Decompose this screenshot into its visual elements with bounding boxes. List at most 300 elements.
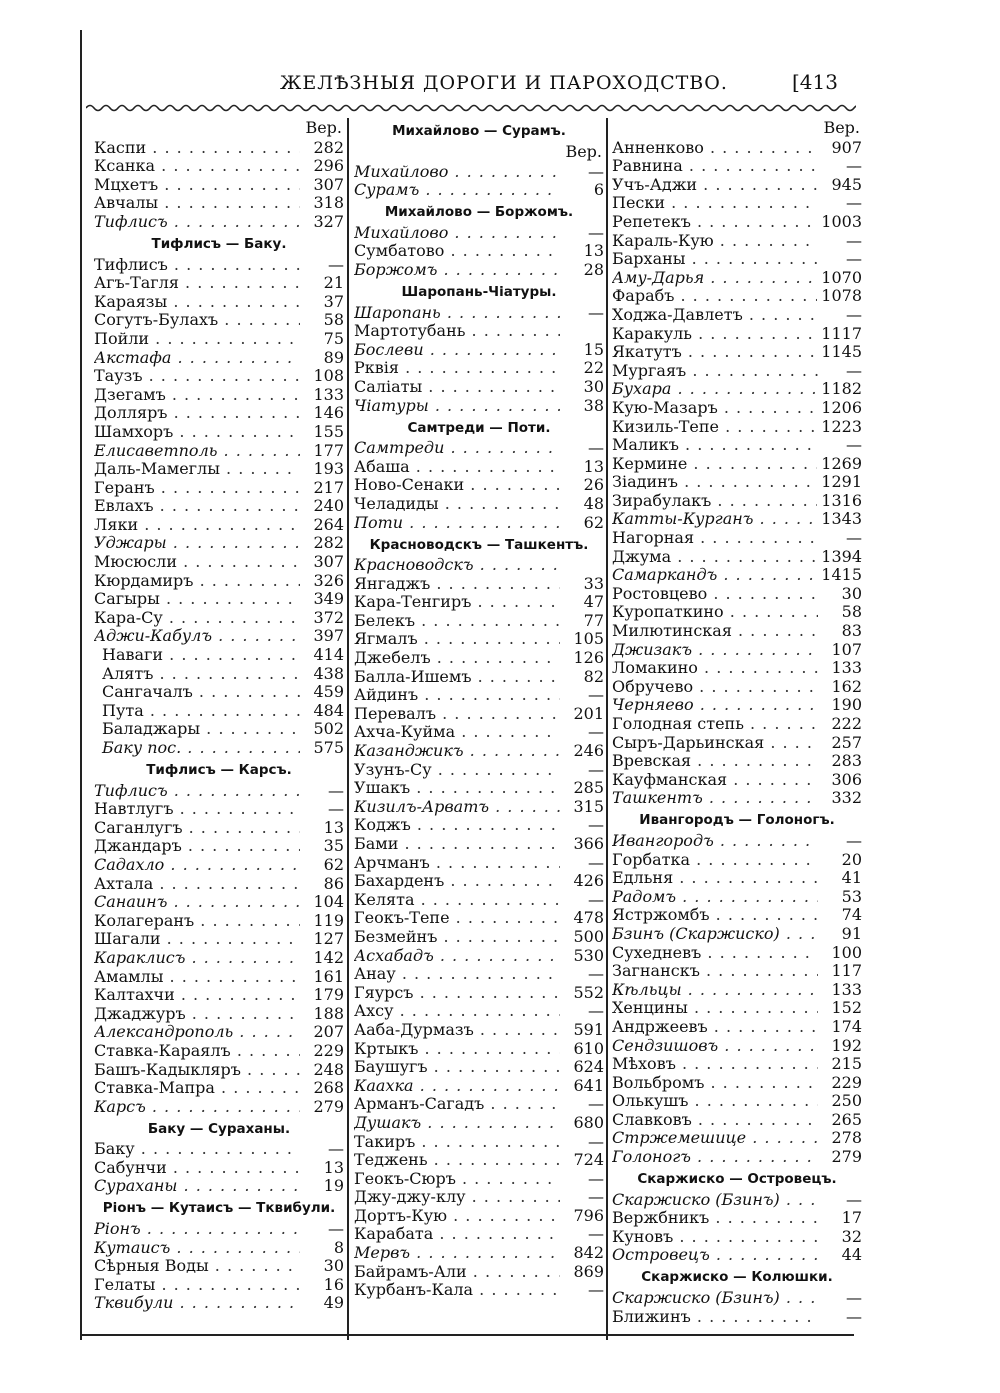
station-row [612, 231, 862, 250]
station-name: Аму-Дарья . . . [612, 269, 817, 287]
station-name: Бзинъ (Скаржиско) . . . [612, 925, 818, 943]
station-row [354, 476, 604, 495]
station-distance: 21 [323, 273, 344, 293]
station-name: Перевалъ . . . [354, 705, 560, 723]
station-distance: 207 [313, 1022, 344, 1042]
station-name: Теджень . . . [354, 1151, 560, 1169]
station-row [94, 552, 344, 571]
station-distance: — [328, 799, 344, 819]
station-name: Катты-Курганъ . . . [612, 510, 817, 528]
station-row [354, 1243, 604, 1262]
station-row [612, 417, 862, 436]
station-row [94, 157, 344, 176]
station-row [612, 361, 862, 380]
station-row [612, 1092, 862, 1111]
station-row [94, 367, 344, 386]
station-distance: 33 [583, 573, 604, 593]
wavy-divider [86, 102, 856, 114]
station-row [94, 1041, 344, 1060]
station-distance: 907 [831, 137, 862, 157]
station-name: Дортъ-Кую . . . [354, 1207, 560, 1225]
station-row [612, 980, 862, 999]
station-name: Алятъ . . . [94, 665, 300, 683]
station-row [612, 677, 862, 696]
station-distance: 500 [573, 926, 604, 946]
station-distance: 162 [831, 676, 862, 696]
station-row [354, 890, 604, 909]
station-row [354, 377, 604, 396]
station-name: Калтахчи . . . [94, 986, 300, 1004]
station-distance: 152 [831, 998, 862, 1018]
station-row [612, 268, 862, 287]
station-distance: 201 [573, 703, 604, 723]
station-row [94, 212, 344, 231]
station-distance: 38 [583, 395, 604, 415]
station-distance: 108 [313, 366, 344, 386]
station-distance: 372 [313, 607, 344, 627]
station-name: Стржемешице . . . [612, 1129, 818, 1147]
station-name: Аджи-Кабулъ . . . [94, 627, 300, 645]
station-row [94, 1079, 344, 1098]
station-row [94, 1023, 344, 1042]
station-row [612, 212, 862, 231]
station-name: Тифлисъ . . . [94, 256, 300, 274]
station-name: Сабунчи . . . [94, 1159, 300, 1177]
column-separator-2 [606, 118, 608, 1340]
route-heading: Ивангородъ — Голоногъ. [639, 812, 835, 829]
station-name: Ближинъ . . . [612, 1308, 818, 1326]
route-heading: Тифлисъ — Карсъ. [146, 762, 292, 778]
station-row [354, 322, 604, 341]
station-row [94, 986, 344, 1005]
station-distance: 19 [323, 1176, 344, 1196]
station-row [94, 497, 344, 516]
station-row [94, 175, 344, 194]
station-name: Узунъ-Су . . . [354, 761, 560, 779]
station-row [94, 1140, 344, 1159]
route-heading: Михайлово — Боржомъ. [384, 204, 574, 221]
station-name: Садахло . . . [94, 856, 300, 874]
station-row [612, 324, 862, 343]
station-name: Мцхетъ . . . [94, 176, 300, 194]
station-distance: 217 [313, 477, 344, 497]
station-name: Карабата . . . [354, 1225, 560, 1243]
station-distance: 459 [313, 682, 344, 702]
station-name: Маликъ . . . [612, 436, 818, 454]
station-row [612, 999, 862, 1018]
station-distance: 265 [831, 1109, 862, 1129]
station-name: Ахтала . . . [94, 875, 300, 893]
station-name: Баушугъ . . . [354, 1058, 560, 1076]
station-distance: 105 [573, 629, 604, 649]
station-distance: 1291 [821, 472, 862, 492]
station-name: Безмейнъ . . . [354, 928, 560, 946]
station-distance: 229 [831, 1072, 862, 1092]
station-row [354, 816, 604, 835]
station-distance: — [588, 1187, 604, 1207]
station-distance: 17 [841, 1208, 862, 1228]
station-distance: 610 [573, 1038, 604, 1058]
station-name: Красноводскъ . . . [354, 556, 560, 574]
station-row [612, 1190, 862, 1209]
station-distance: 1070 [821, 267, 862, 287]
station-distance: 366 [573, 834, 604, 853]
station-name: Санаинъ . . . [94, 893, 300, 911]
station-name: Гяурсъ . . . [354, 984, 560, 1002]
station-distance: 179 [313, 985, 344, 1005]
station-row [354, 1113, 604, 1132]
station-name: Милютинская . . . [612, 622, 818, 640]
route-heading: Тифлисъ — Баку. [151, 235, 287, 252]
station-distance: — [846, 156, 862, 176]
station-name: Ахча-Куйма . . . [354, 723, 560, 741]
station-distance: 282 [313, 137, 344, 157]
station-row [612, 1227, 862, 1246]
station-row [94, 800, 344, 819]
station-name: Черняево . . . [612, 696, 818, 714]
station-name: Геокъ-Сюръ . . . [354, 1170, 560, 1188]
station-distance: 1394 [821, 546, 862, 566]
route-heading: Баку — Сураханы. [147, 1120, 291, 1137]
station-row [612, 962, 862, 981]
station-distance: — [588, 302, 604, 322]
station-row [354, 965, 604, 984]
station-row [612, 380, 862, 399]
station-name: Кауфманская . . . [612, 771, 818, 789]
station-name: Сангачалъ . . . [94, 683, 300, 701]
station-distance: 30 [583, 376, 604, 396]
station-name: Андржеевъ . . . [612, 1018, 818, 1036]
station-distance: — [588, 685, 604, 705]
station-row [612, 547, 862, 566]
station-distance: 264 [313, 514, 344, 534]
station-name: Караклисъ . . . [94, 949, 300, 967]
station-distance: 438 [313, 663, 344, 683]
station-distance: — [588, 1280, 604, 1300]
station-distance: 283 [831, 751, 862, 771]
station-distance: 75 [323, 328, 344, 348]
station-name: Ломакино . . . [612, 659, 818, 677]
station-row [612, 1073, 862, 1092]
station-name: Абаша . . . [354, 458, 560, 476]
station-name: Келята . . . [354, 891, 560, 909]
left-margin-rule [80, 30, 82, 1340]
station-name: Кутаисъ . . . [94, 1239, 300, 1257]
station-name: Голодная степь . . . [612, 715, 818, 733]
station-name: Караль-Кую . . . [612, 232, 818, 250]
station-row [94, 781, 344, 800]
station-name: Анненково . . . [612, 139, 818, 157]
station-distance: — [328, 254, 344, 274]
station-name: Асхабадъ . . . [354, 947, 560, 965]
station-distance: 278 [831, 1128, 862, 1148]
station-distance: 89 [323, 347, 344, 367]
station-distance: 1117 [821, 323, 862, 343]
station-distance: 142 [313, 947, 344, 967]
station-row [94, 967, 344, 986]
station-distance: 724 [573, 1150, 604, 1170]
station-name: Каракуль . . . [612, 325, 817, 343]
station-name: Навтлугъ . . . [94, 800, 300, 818]
station-name: Тквибули . . . [94, 1294, 300, 1312]
station-row [354, 1262, 604, 1281]
station-row [94, 701, 344, 720]
station-row [354, 779, 604, 798]
station-name: Джу-джу-клу . . . [354, 1188, 560, 1206]
station-row [612, 250, 862, 269]
station-row [94, 683, 344, 702]
station-row [94, 1219, 344, 1238]
station-distance: 484 [313, 700, 344, 720]
station-distance: 1343 [821, 509, 862, 529]
station-row [612, 887, 862, 906]
station-row [612, 1147, 862, 1166]
column-2 [354, 118, 604, 1338]
station-row [94, 874, 344, 893]
station-distance: 250 [831, 1091, 862, 1111]
station-distance: — [588, 889, 604, 909]
station-row [354, 630, 604, 649]
station-name: Гелаты . . . [94, 1276, 300, 1294]
station-row [94, 194, 344, 213]
station-name: Геокъ-Тепе . . . [354, 909, 560, 927]
station-distance: — [588, 1094, 604, 1114]
station-distance: 1145 [821, 342, 862, 362]
station-row [354, 181, 604, 200]
station-distance: 83 [841, 621, 862, 641]
station-row [612, 1036, 862, 1055]
station-row [354, 667, 604, 686]
station-distance: 426 [573, 871, 604, 891]
station-row [94, 138, 344, 157]
station-distance: 307 [313, 552, 344, 572]
station-distance: 58 [323, 310, 344, 330]
station-row [354, 242, 604, 261]
station-name: Мюсюсли . . . [94, 553, 300, 571]
station-name: Душакъ . . . [354, 1114, 560, 1132]
station-row [94, 837, 344, 856]
station-name: Зирабулакъ . . . [612, 492, 817, 510]
station-name: Барханы . . . [612, 250, 818, 268]
station-name: Ставка-Караялъ . . . [94, 1042, 300, 1060]
station-distance: 796 [573, 1205, 604, 1225]
station-distance: — [846, 528, 862, 548]
station-distance: 285 [573, 778, 604, 798]
station-distance: 680 [573, 1112, 604, 1132]
station-name: Скаржиско (Бзинъ) . . . [612, 1289, 818, 1307]
station-distance: 842 [573, 1243, 604, 1263]
station-row [612, 1209, 862, 1228]
station-name: Сыръ-Дарьинская . . . [612, 734, 818, 752]
station-name: Вержбникъ . . . [612, 1209, 818, 1227]
station-name: Арчманъ . . . [354, 854, 560, 872]
station-name: Сѣрныя Воды . . . [94, 1257, 300, 1275]
station-distance: 41 [841, 868, 862, 888]
station-row [354, 1058, 604, 1077]
station-distance: 192 [831, 1035, 862, 1055]
station-row [612, 398, 862, 417]
station-distance: 100 [831, 942, 862, 962]
station-row [612, 287, 862, 306]
station-name: Куропаткино . . . [612, 603, 818, 621]
station-distance: 1003 [821, 211, 862, 231]
station-name: Сухедневъ . . . [612, 944, 818, 962]
station-distance: 478 [573, 908, 604, 928]
station-row [354, 1188, 604, 1207]
station-distance: 32 [841, 1226, 862, 1246]
station-name: Байрамъ-Али . . . [354, 1263, 560, 1281]
station-name: Кизилъ-Арватъ . . . [354, 798, 560, 816]
station-row [354, 1020, 604, 1039]
station-distance: — [588, 759, 604, 779]
station-row [94, 893, 344, 912]
station-row [354, 1151, 604, 1170]
station-distance: 30 [841, 583, 862, 603]
column-1 [94, 118, 344, 1338]
station-name: Пута . . . [94, 702, 300, 720]
station-name: Поти . . . [354, 514, 560, 532]
station-row [354, 983, 604, 1002]
station-distance: 193 [313, 459, 344, 479]
station-distance: 58 [841, 602, 862, 622]
station-row [354, 303, 604, 322]
station-name: Казанджикъ . . . [354, 742, 560, 760]
station-name: Ягмалъ . . . [354, 630, 560, 648]
route-heading: Самтреди — Поти. [407, 419, 551, 436]
station-distance: 28 [583, 259, 604, 279]
station-distance: — [328, 1139, 344, 1159]
station-distance: — [846, 435, 862, 455]
station-name: Саганлугъ . . . [94, 819, 300, 837]
station-distance: 397 [313, 626, 344, 646]
station-name: Тифлисъ . . . [94, 782, 300, 800]
station-distance: 229 [313, 1040, 344, 1060]
station-distance: 1316 [821, 490, 862, 510]
station-name: Шаропань . . . [354, 304, 560, 322]
station-distance: 306 [831, 769, 862, 789]
station-row [354, 593, 604, 612]
station-distance: 327 [313, 211, 344, 231]
station-row [612, 869, 862, 888]
station-name: Джаджуръ . . . [94, 1005, 300, 1023]
station-distance: 326 [313, 570, 344, 590]
station-row [94, 645, 344, 664]
station-row [612, 510, 862, 529]
station-row [94, 1238, 344, 1257]
station-name: Балла-Ишемъ . . . [354, 668, 560, 686]
station-row [94, 534, 344, 553]
station-name: Михайлово . . . [354, 163, 560, 181]
station-distance: 16 [323, 1274, 344, 1294]
station-row [94, 818, 344, 837]
station-row [354, 1225, 604, 1244]
station-row [94, 1060, 344, 1079]
station-row [94, 911, 344, 930]
station-distance: 13 [583, 456, 604, 476]
station-name: Горбатка . . . [612, 851, 818, 869]
route-heading: Скаржиско — Островецъ. [637, 1171, 837, 1188]
station-name: Бами . . . [354, 835, 560, 853]
station-name: Мервъ . . . [354, 1244, 560, 1262]
route-heading: Ріонъ — Кутаисъ — Тквибули. [102, 1200, 336, 1217]
station-distance: — [588, 964, 604, 984]
station-distance: — [328, 780, 344, 800]
station-row [612, 528, 862, 547]
station-distance: 13 [323, 1157, 344, 1177]
station-name: Таузъ . . . [94, 367, 300, 385]
station-row [354, 1076, 604, 1095]
station-name: Белекъ . . . [354, 612, 560, 630]
station-distance: — [846, 1288, 862, 1308]
station-distance: 53 [841, 886, 862, 906]
station-row [612, 343, 862, 362]
route-heading: Красноводскъ — Ташкентъ. [369, 536, 589, 553]
station-distance: 126 [573, 648, 604, 668]
station-name: Ксанка . . . [94, 157, 300, 175]
station-row [612, 603, 862, 622]
station-name: Боржомъ . . . [354, 261, 560, 279]
station-row [612, 566, 862, 585]
station-row [354, 1095, 604, 1114]
station-distance: 86 [323, 873, 344, 893]
station-distance: 91 [841, 923, 862, 943]
station-name: Вольбромъ . . . [612, 1074, 818, 1092]
station-name: Александрополь . . . [94, 1023, 300, 1041]
station-name: Михайлово . . . [354, 224, 560, 242]
station-row [354, 872, 604, 891]
station-name: Ростовцево . . . [612, 585, 818, 603]
station-name: Геранъ . . . [94, 479, 300, 497]
station-row [612, 1288, 862, 1307]
station-name: Рквія . . . [354, 359, 560, 377]
station-distance: 174 [831, 1016, 862, 1036]
station-distance: 246 [573, 741, 604, 761]
station-distance: 624 [573, 1057, 604, 1077]
station-distance: 575 [313, 738, 344, 757]
station-row [354, 611, 604, 630]
station-name: Джизакъ . . . [612, 641, 818, 659]
station-distance: 591 [573, 1019, 604, 1039]
station-distance: — [846, 249, 862, 269]
station-name: Уджары . . . [94, 534, 300, 552]
station-row [94, 385, 344, 404]
station-name: Челадиды . . . [354, 495, 560, 513]
station-name: Дзегамъ . . . [94, 386, 300, 404]
station-name: Ляки . . . [94, 516, 300, 534]
versts-column-label: Вер. [823, 118, 860, 137]
station-distance: 945 [831, 174, 862, 194]
bottom-rule [82, 1334, 854, 1336]
station-name: Скаржиско (Бзинъ) . . . [612, 1191, 818, 1209]
station-distance: 74 [841, 905, 862, 925]
station-row [612, 850, 862, 869]
station-name: Кара-Су . . . [94, 609, 300, 627]
station-name: Равнина . . . [612, 157, 818, 175]
station-row [354, 340, 604, 359]
page-title: ЖЕЛѢЗНЫЯ ДОРОГИ И ПАРОХОДСТВО. [280, 72, 728, 94]
station-row [354, 927, 604, 946]
station-distance: — [588, 852, 604, 872]
station-name: Амамлы . . . [94, 968, 300, 986]
station-name: Ходжа-Давлетъ . . . [612, 306, 818, 324]
station-name: Загнанскъ . . . [612, 962, 818, 980]
station-distance: 248 [313, 1059, 344, 1079]
station-row [94, 422, 344, 441]
station-row [94, 1275, 344, 1294]
station-row [612, 696, 862, 715]
station-row [612, 621, 862, 640]
station-row [354, 439, 604, 458]
